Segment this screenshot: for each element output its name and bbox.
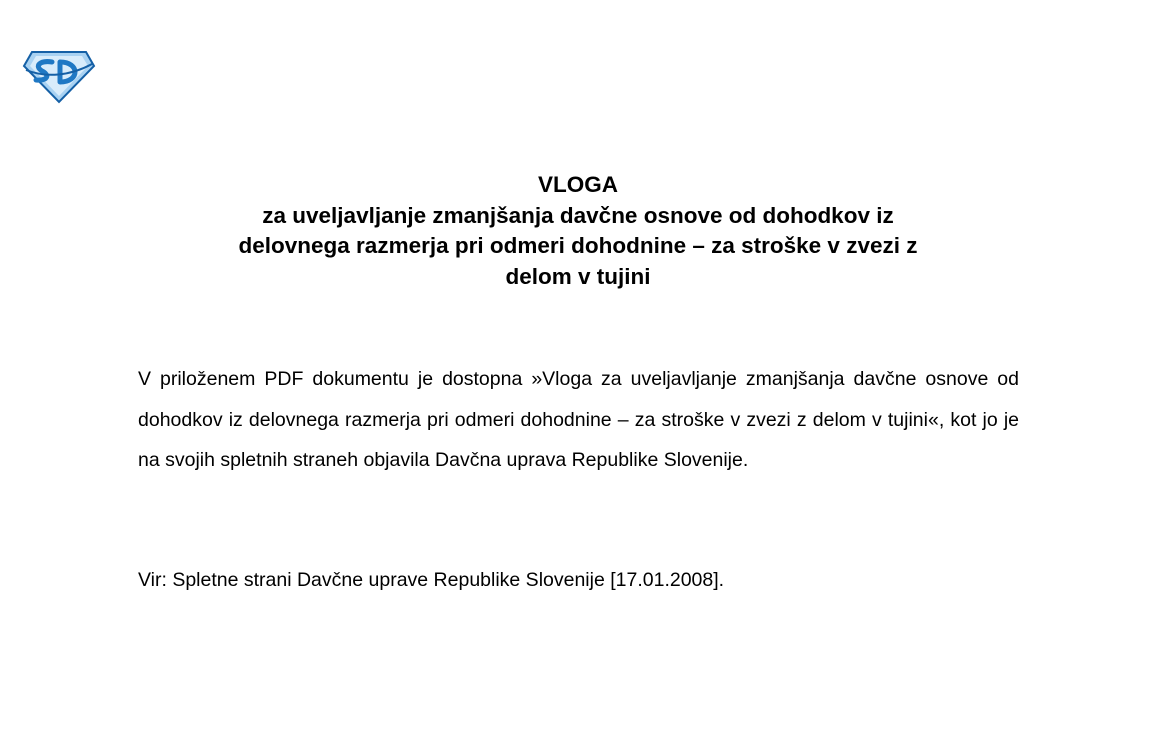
source-line: Vir: Spletne strani Davčne uprave Republike Slovenije [17.01.2008]. xyxy=(138,569,725,591)
title-line-4: delom v tujini xyxy=(505,263,651,289)
title-line-1: VLOGA xyxy=(537,172,618,197)
company-logo xyxy=(22,48,96,104)
document-title xyxy=(140,170,1016,292)
title-line-2: za uveljavljanje zmanjšanja davčne osnove od dohodkov iz xyxy=(262,202,894,228)
title-line-3: delovnega razmerja pri odmeri dohodnine – za stroške v zvezi z xyxy=(238,233,918,258)
intro-paragraph: V priloženem PDF dokumentu je dostopna »Vloga za uveljavljanje zmanjšanja davčne osnove od dohodkov iz delovnega razmerja pri odmeri dohodnine – za stroške v zvezi z delom v tujini«, kot jo je na svojih spletnih straneh objavila Davčna uprava Republike Slovenije. xyxy=(138,368,1019,471)
